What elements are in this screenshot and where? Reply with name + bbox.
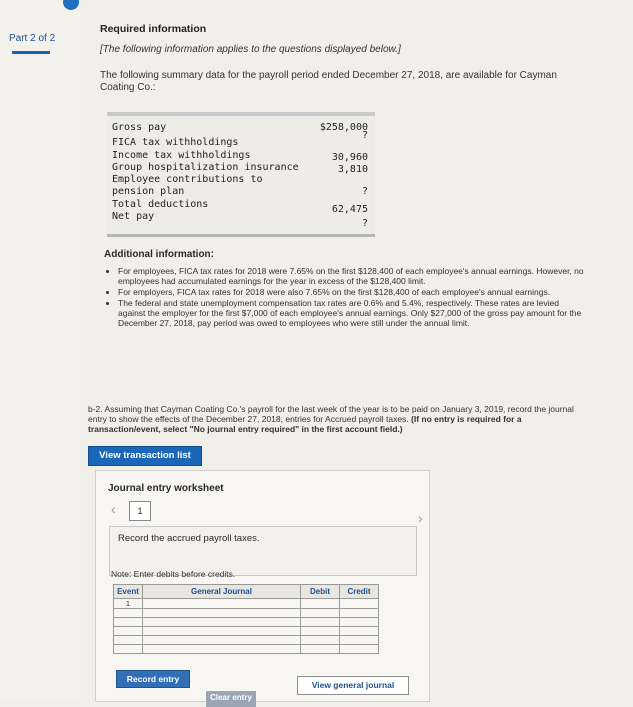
table-row	[114, 636, 379, 645]
part-indicator[interactable]: Part 2 of 2	[9, 33, 56, 44]
debit-cell[interactable]	[301, 636, 340, 645]
debit-cell[interactable]	[301, 599, 340, 609]
credit-cell[interactable]	[340, 609, 379, 618]
worksheet-note: Note: Enter debits before credits.	[111, 569, 236, 579]
payroll-summary-table: Gross pay $258,000 FICA tax withholdings ? Income tax withholdings 30,960 Group hospitalization insurance 3,810 Employee contributions to pension plan ? Total deductions 62,475 Net pay ?	[107, 112, 375, 237]
record-description-text: Record the accrued payroll taxes.	[118, 533, 260, 544]
left-rail	[0, 0, 80, 700]
question-text: b-2. Assuming that Cayman Coating Co.'s payroll for the last week of the year is to be paid on January 3, 2019, record the journal entry to show the effects of the December 27, 2018, entries for Accrued payroll taxes.	[88, 404, 574, 424]
debit-cell[interactable]	[301, 609, 340, 618]
account-cell[interactable]	[143, 645, 301, 654]
question-instruction: (If no entry is required for a transaction/event, select "No journal entry required" in the first account field.)	[88, 414, 522, 434]
table-row	[114, 618, 379, 627]
event-cell	[114, 627, 143, 636]
question-b2	[88, 404, 593, 434]
chevron-left-icon[interactable]: ‹	[111, 501, 116, 517]
event-cell	[114, 618, 143, 627]
column-header-event: Event	[114, 585, 143, 599]
credit-cell[interactable]	[340, 636, 379, 645]
additional-information-title: Additional information:	[104, 249, 214, 260]
required-information-note: [The following information applies to the questions displayed below.]	[100, 44, 401, 55]
account-cell[interactable]	[143, 627, 301, 636]
debit-cell[interactable]	[301, 645, 340, 654]
account-cell[interactable]	[143, 618, 301, 627]
account-cell[interactable]	[143, 599, 301, 609]
list-item: • The federal and state unemployment compensation tax rates are 0.6% and 5.4%, respectively. These rates are levied against the employer for the first $7,000 of each employee's annual earnings. Only $27,000 of the gross pay amount for the December 27, 2018, pay period was owed to employees who were still under the annual limit.	[118, 298, 588, 328]
table-row	[114, 609, 379, 618]
account-cell[interactable]	[143, 609, 301, 618]
table-row	[114, 645, 379, 654]
column-header-credit: Credit	[340, 585, 379, 599]
journal-entry-worksheet	[95, 470, 430, 702]
worksheet-title: Journal entry worksheet	[108, 483, 224, 494]
credit-cell[interactable]	[340, 599, 379, 609]
table-row	[114, 599, 379, 609]
record-entry-button[interactable]: Record entry	[116, 670, 190, 688]
credit-cell[interactable]	[340, 627, 379, 636]
view-general-journal-button[interactable]: View general journal	[297, 676, 409, 695]
column-header-general-journal: General Journal	[143, 585, 301, 599]
account-cell[interactable]	[143, 636, 301, 645]
table-row	[114, 627, 379, 636]
journal-entry-table	[113, 584, 379, 654]
additional-information-list	[110, 266, 588, 329]
worksheet-page-number[interactable]: 1	[129, 501, 151, 521]
list-item: • For employers, FICA tax rates for 2018 were also 7.65% on the first $128,400 of each employee's annual earnings.	[118, 287, 588, 297]
event-cell	[114, 636, 143, 645]
credit-cell[interactable]	[340, 618, 379, 627]
clear-entry-button[interactable]: Clear entry	[206, 691, 256, 707]
required-information-title: Required information	[100, 23, 207, 35]
event-cell: 1	[114, 599, 143, 609]
part-indicator-underline	[12, 51, 50, 54]
chevron-right-icon[interactable]: ›	[418, 510, 423, 526]
debit-cell[interactable]	[301, 627, 340, 636]
event-cell	[114, 609, 143, 618]
column-header-debit: Debit	[301, 585, 340, 599]
event-cell	[114, 645, 143, 654]
debit-cell[interactable]	[301, 618, 340, 627]
credit-cell[interactable]	[340, 645, 379, 654]
list-item: • For employees, FICA tax rates for 2018 were 7.65% on the first $128,400 of each employee's annual earnings. However, no employees had accumulated earnings for the year in excess of the $128,400 limit.	[118, 266, 588, 286]
summary-intro: The following summary data for the payroll period ended December 27, 2018, are available for Cayman Coating Co.:	[100, 70, 557, 93]
view-transaction-list-button[interactable]: View transaction list	[88, 446, 202, 466]
